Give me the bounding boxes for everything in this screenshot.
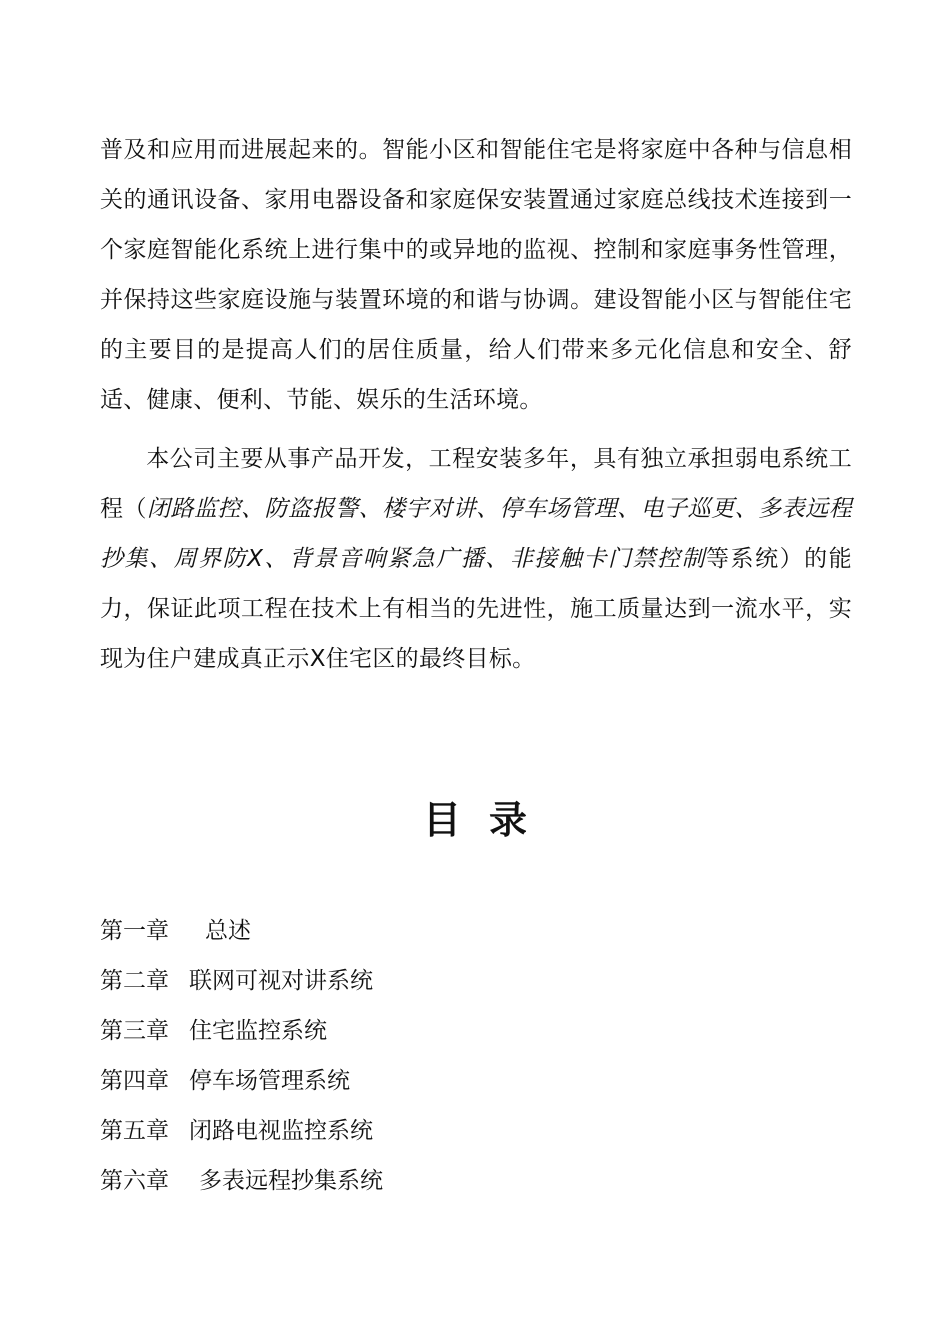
toc-chapter-title: 总述 — [205, 918, 251, 944]
toc-chapter-title: 多表远程抄集系统 — [199, 1168, 383, 1194]
intro-paragraph-text: 普及和应用而进展起来的。智能小区和智能住宅是将家庭中各种与信息相关的通讯设备、家用电器设备和家庭保安装置通过家庭总线技术连接到一个家庭智能化系统上进行集中的或异地的监视、控制和家庭事务性管理，并保持这些家庭设施与装置环境的和谐与协调。建设智能小区与智能住宅的主要目的是提高人们的居住质量，给人们带来多元化信息和安全、舒适、健康、便利、节能、娱乐的生活环境。 — [100, 137, 852, 413]
toc-chapter-number: 第一章 — [100, 918, 169, 944]
toc-item-6[interactable] — [100, 1156, 383, 1206]
toc-chapter-number: 第六章 — [100, 1168, 169, 1194]
toc-item-5[interactable] — [100, 1106, 383, 1156]
toc-item-1[interactable] — [100, 906, 383, 956]
toc-chapter-title: 联网可视对讲系统 — [189, 968, 373, 994]
toc-item-3[interactable] — [100, 1006, 383, 1056]
toc-chapter-number: 第五章 — [100, 1118, 169, 1144]
intro-paragraph — [100, 125, 852, 425]
toc-chapter-number: 第二章 — [100, 968, 169, 994]
toc-list — [100, 906, 383, 1206]
toc-chapter-number: 第四章 — [100, 1068, 169, 1094]
toc-chapter-title: 住宅监控系统 — [189, 1018, 327, 1044]
company-paragraph — [100, 434, 852, 684]
toc-chapter-title: 闭路电视监控系统 — [189, 1118, 373, 1144]
toc-chapter-number: 第三章 — [100, 1018, 169, 1044]
company-paragraph-tail: 等系统）的能力，保证此项工程在技术上有相当的先进性，施工质量达到一流水平，实现为住户建成真正示X住宅区的最终目标。 — [100, 546, 852, 672]
toc-title: 目录 — [422, 798, 555, 842]
toc-chapter-title: 停车场管理系统 — [189, 1068, 350, 1094]
toc-item-4[interactable] — [100, 1056, 383, 1106]
toc-item-2[interactable] — [100, 956, 383, 1006]
company-paragraph-systems: 闭路监控、防盗报警、楼宇对讲、停车场管理、电子巡更、多表远程抄集、周界防X、背景音响紧急广播、非接触卡门禁控制 — [100, 496, 852, 572]
company-paragraph-lead: 本公司主要从事产品开发，工程安装多年，具有独立承担弱电系统工程（ — [100, 446, 852, 522]
